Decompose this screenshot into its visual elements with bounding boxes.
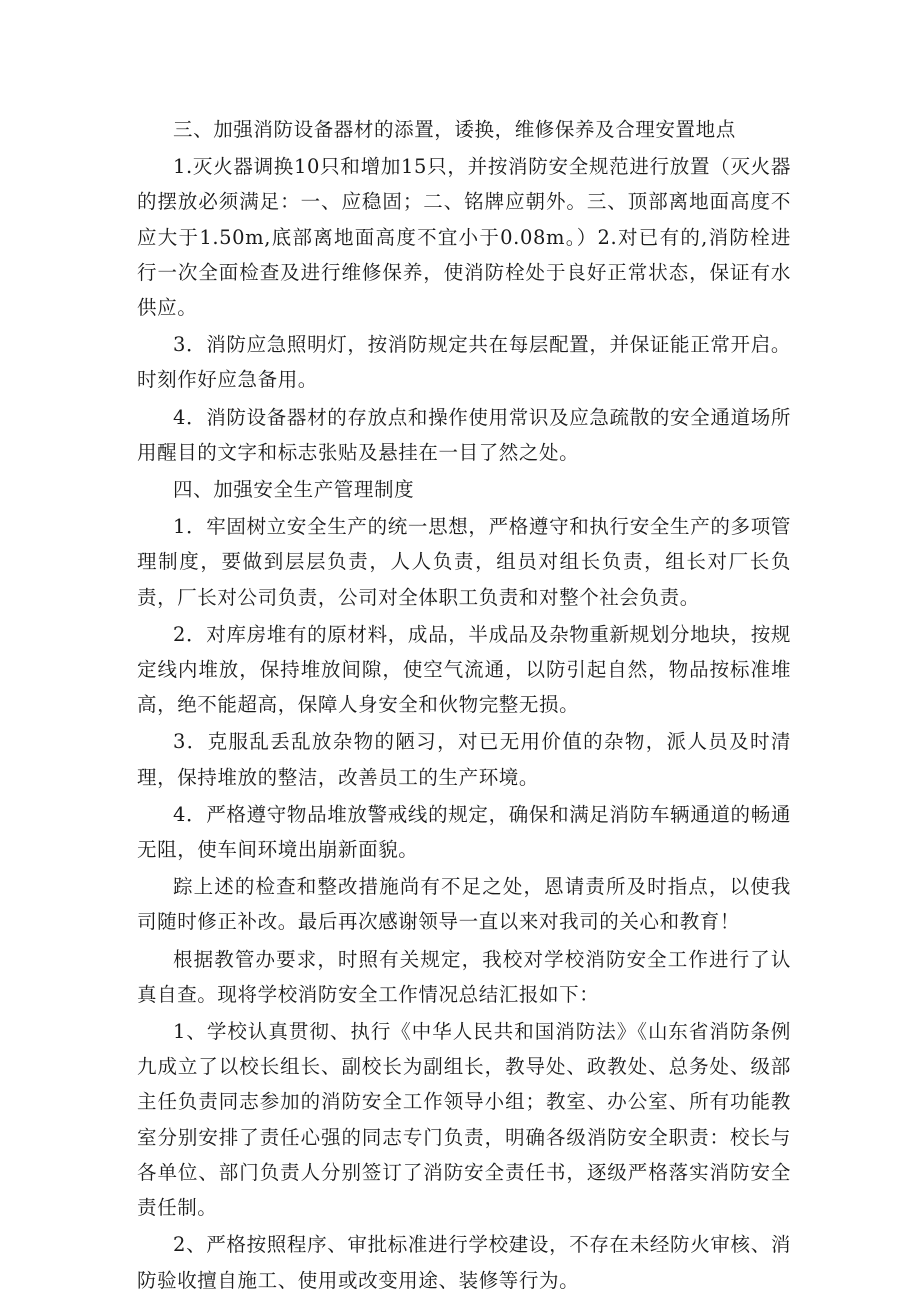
paragraph: 1、学校认真贯彻、执行《中华人民共和国消防法》《山东省消防条例九成立了以校长组长、副校长为副组长，教导处、政教处、总务处、级部主任负责同志参加的消防安全工作领导小组；教室、办公室、所有功能教室分别安排了责任心强的同志专门负责，明确各级消防安全职责：校长与各单位、部门负责人分别签订了消防安全责任书，逐级严格落实消防安全责任制。 [137, 1020, 791, 1220]
paragraph: 根据教管办要求，时照有关规定，我校对学校消防安全工作进行了认真自查。现将学校消防安全工作情况总结汇报如下： [137, 947, 791, 1006]
section-heading-4: 四、加强安全生产管理制度 [173, 478, 415, 502]
paragraph: 2、严格按照程序、审批标准进行学校建设，不存在未经防火审核、消防验收擅自施工、使用或改变用途、装修等行为。 [137, 1233, 791, 1292]
document-body [137, 112, 791, 1298]
paragraph: 踪上述的检查和整改措施尚有不足之处，恩请责所及时指点，以使我司随时修正补改。最后再次感谢领导一直以来对我司的关心和教育！ [137, 875, 791, 934]
paragraph: 4．严格遵守物品堆放警戒线的规定，确保和满足消防车辆通道的畅通无阻，使车间环境出崩新面貌。 [137, 802, 791, 862]
paragraph: 1.灭火器调换10只和增加15只，并按消防安全规范进行放置（灭火器的摆放必须满足：一、应稳固；二、铭牌应朝外。三、顶部离地面高度不应大于1.50m,底部离地面高度不宜小于0.08m。）2.对已有的,消防栓进行一次全面检查及进行维修保养，使消防栓处于良好正常状态，保证有水供应。 [137, 155, 791, 320]
paragraph: 2．对库房堆有的原材料，成品，半成品及杂物重新规划分地块，按规定线内堆放，保持堆放间隙，使空气流通，以防引起自然，物品按标准堆高，绝不能超高，保障人身安全和伙物完整无损。 [137, 622, 791, 717]
paragraph: 1．牢固树立安全生产的统一思想，严格遵守和执行安全生产的多项管理制度，要做到层层负责，人人负责，组员对组长负责，组长对厂长负责，厂长对公司负责，公司对全体职工负责和对整个社会负责。 [137, 515, 791, 609]
paragraph: 3．克服乱丢乱放杂物的陋习，对已无用价值的杂物，派人员及时清理，保持堆放的整洁，改善员工的生产环境。 [137, 730, 791, 789]
paragraph: 4．消防设备器材的存放点和操作使用常识及应急疏散的安全通道场所用醒目的文字和标志张贴及悬挂在一目了然之处。 [137, 405, 791, 464]
paragraph: 3．消防应急照明灯，按消防规定共在每层配置，并保证能正常开启。时刻作好应急备用。 [137, 333, 791, 392]
section-heading-3: 三、加强消防设备器材的添置，诿换，维修保养及合理安置地点 [173, 118, 736, 141]
